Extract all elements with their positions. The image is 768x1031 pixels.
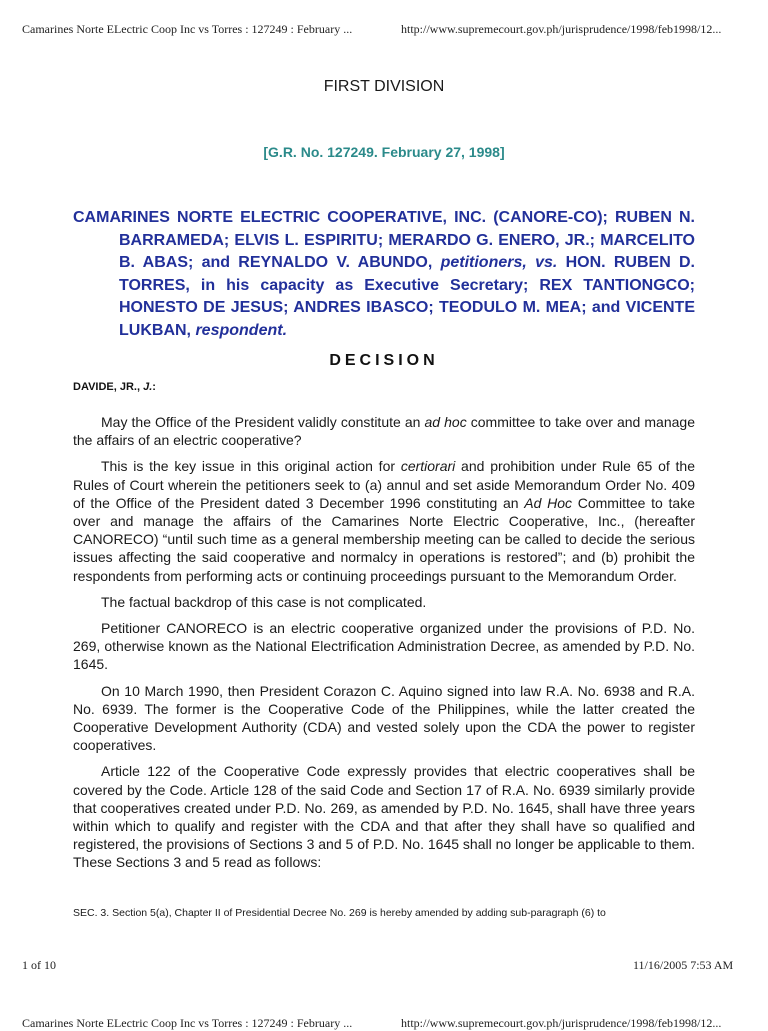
- paragraph-italic: Ad Hoc: [524, 494, 573, 511]
- paragraph-text: Committee to take over and manage the affairs of the Camarines Norte Electric Cooperative, Inc., (hereafter CANORECO) “until such time as a general membership meeting can be called to decide the serious issues affecting the said cooperative and normalcy in operations is restored”; and (b) prohibit the respondents from performing acts or continuing proceedings pursuant to the Memorandum Order.: [73, 494, 695, 584]
- paragraph-text: This is the key issue in this original action for: [101, 458, 401, 475]
- respondents-names: HON. RUBEN D. TORRES, in his capacity as Executive Secretary; REX TANTIONGCO; HONESTO DE JESUS; ANDRES IBASCO; TEODULO M. MEA; and VICENTE LUKBAN,: [119, 254, 695, 339]
- page-count: 1 of 10: [22, 958, 56, 972]
- quoted-section: SEC. 3. Section 5(a), Chapter II of Presidential Decree No. 269 is hereby amended by adding sub-paragraph (6) to: [73, 907, 606, 919]
- petitioners-names: CAMARINES NORTE ELECTRIC COOPERATIVE, INC. (CANORE-CO); RUBEN N. BARRAMEDA; ELVIS L. ESPIRITU; MERARDO G. ENERO, JR.; MARCELITO B. ABAS; and REYNALDO V. ABUNDO,: [73, 209, 695, 272]
- decision-body: [73, 413, 695, 880]
- print-datetime: 11/16/2005 7:53 AM: [633, 958, 734, 972]
- paragraph-italic: certiorari: [400, 458, 456, 475]
- paragraph: Petitioner CANORECO is an electric cooperative organized under the provisions of P.D. No. 269, otherwise known as the National Electrification Administration Decree, as amended by P.D. No. 1645.: [73, 620, 695, 673]
- paragraph-text: and prohibition under Rule 65 of the Rules of Court wherein the petitioners seek to (a) annul and set aside Memorandum Order No. 409 of the Office of the President dated 3 December 1996 constituting an: [73, 458, 696, 511]
- paragraph: On 10 March 1990, then President Corazon C. Aquino signed into law R.A. No. 6938 and R.A. No. 6939. The former is the Cooperative Code of the Philippines, while the latter created the Cooperative Development Authority (CDA) and vested solely upon the CDA the power to register cooperatives.: [73, 682, 695, 754]
- next-page-header-title: Camarines Norte ELectric Coop Inc vs Torres : 127249 : February ...: [22, 1016, 353, 1030]
- case-number: [G.R. No. 127249. February 27, 1998]: [263, 144, 505, 160]
- next-page-header-url: http://www.supremecourt.gov.ph/jurisprudence/1998/feb1998/12...: [401, 1016, 722, 1030]
- paragraph-italic: ad hoc: [424, 414, 467, 430]
- judge-suffix: :: [152, 381, 156, 393]
- paragraph: The factual backdrop of this case is not complicated.: [101, 593, 427, 610]
- decision-title: DECISION: [329, 352, 439, 369]
- respondents-label: respondent.: [195, 321, 288, 339]
- judge-title: J.: [143, 381, 153, 393]
- case-caption: [73, 207, 695, 343]
- division-heading: FIRST DIVISION: [323, 78, 445, 95]
- paragraph: [73, 413, 695, 449]
- paragraph-text: May the Office of the President validly constitute an: [101, 414, 425, 430]
- browser-header-title: Camarines Norte ELectric Coop Inc vs Torres : 127249 : February ...: [22, 22, 353, 36]
- paragraph: Article 122 of the Cooperative Code expressly provides that electric cooperatives shall be covered by the Code. Article 128 of the said Code and Section 17 of R.A. No. 6939 similarly provide that cooperatives created under P.D. No. 269, as amended by P.D. No. 1645, shall have three years within which to qualify and register with the CDA and that after they shall have so qualified and registered, the provisions of Sections 3 and 5 of P.D. No. 1645 shall no longer be applicable to them. These Sections 3 and 5 read as follows:: [73, 763, 695, 871]
- versus-label: vs.: [535, 254, 558, 272]
- browser-header-url: http://www.supremecourt.gov.ph/jurisprudence/1998/feb1998/12...: [401, 22, 722, 36]
- paragraph: [73, 457, 695, 584]
- paragraph-text: committee to take over and manage the affairs of an electric cooperative?: [73, 414, 695, 449]
- judge-name: DAVIDE, JR.,: [73, 381, 141, 393]
- petitioners-label: petitioners,: [440, 254, 527, 272]
- ponente: [73, 381, 156, 393]
